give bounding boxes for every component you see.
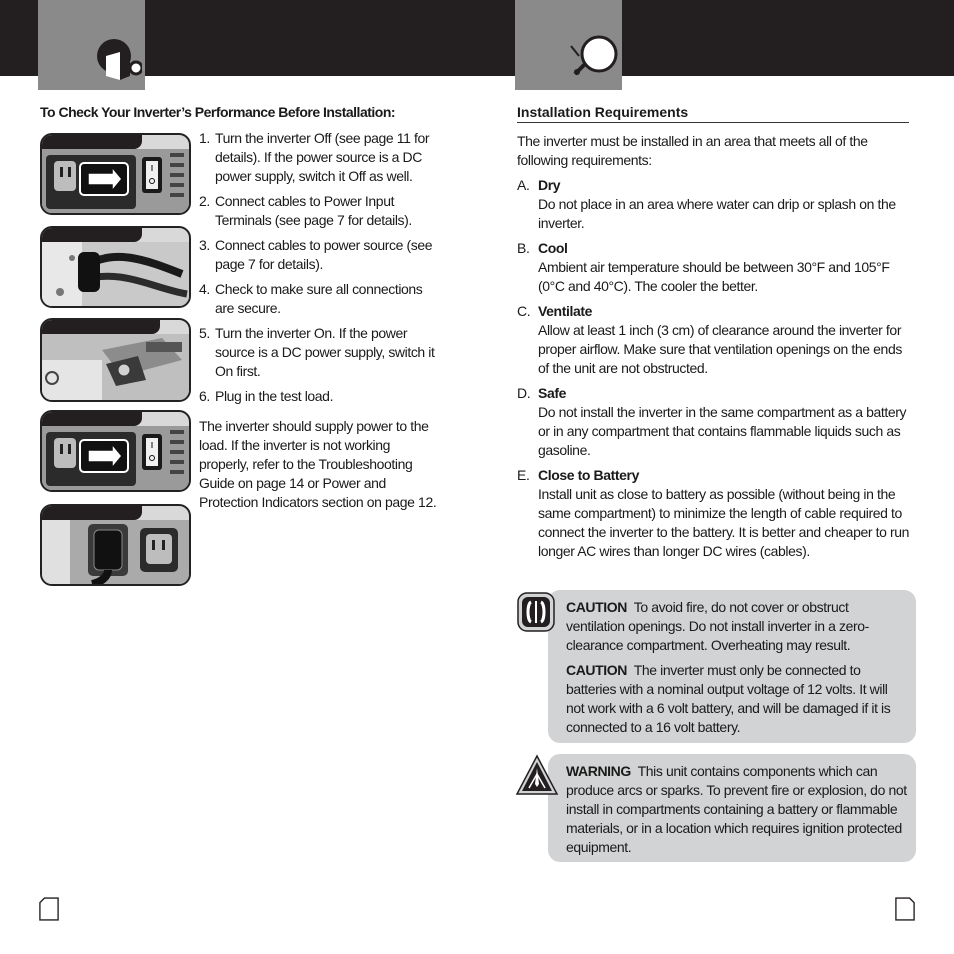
step-item: 4. Check to make sure all connections are secure. — [199, 281, 423, 316]
steps-list — [199, 129, 439, 512]
requirement-item: C. Ventilate Allow at least 1 inch (3 cm) of clearance around the inverter for proper airflow. Make sure that ventilation openings on the ends of the unit are not obstructed. — [517, 303, 902, 376]
right-section-tab — [515, 0, 622, 90]
installation-requirements-heading: Installation Requirements — [517, 104, 909, 123]
caution-item: CAUTION The inverter must only be connected to batteries with a nominal output voltage of 12 volts. It will not work with a 6 volt battery, and will be damaged if it is connected to a 16 volt battery. — [566, 662, 891, 735]
warning-text: WARNING This unit contains components which can produce arcs or sparks. To prevent fire or explosion, do not install in compartments containing a battery or flammable materials, or in a location which requires ignition protected equipment. — [566, 763, 907, 855]
caution-hand-icon — [517, 592, 555, 632]
caution-item: CAUTION To avoid fire, do not cover or obstruct ventilation openings. Do not install inverter in a zero-clearance compartment. Overheating may result. — [566, 599, 869, 653]
requirement-item: D. Safe Do not install the inverter in the same compartment as a battery or in any compartment that contains flammable liquids such as gasoline. — [517, 385, 907, 458]
battery-clamp-photo — [40, 318, 191, 402]
magnifier-icon — [565, 32, 619, 78]
speaker-book-icon — [96, 38, 142, 84]
requirements-section — [517, 132, 909, 561]
test-load-plug-photo — [40, 504, 191, 586]
warning-triangle-icon — [515, 754, 559, 796]
left-section-tab — [38, 0, 145, 90]
step-item: 5. Turn the inverter On. If the power source is a DC power supply, switch it On first. — [199, 325, 435, 379]
step-item: 3. Connect cables to power source (see page 7 for details). — [199, 237, 433, 272]
requirement-item: B. Cool Ambient air temperature should be between 30°F and 105°F (0°C and 40°C). The cooler the better. — [517, 240, 890, 294]
inverter-off-switch-photo — [40, 133, 191, 215]
warning-box — [548, 754, 916, 862]
left-heading: To Check Your Inverter’s Performance Before Installation: — [40, 104, 396, 120]
left-page-number-box — [39, 897, 59, 921]
step-item: 1. Turn the inverter Off (see page 11 for details). If the power source is a DC power supply, switch it Off as well. — [199, 130, 430, 184]
inverter-on-switch-photo — [40, 410, 191, 492]
step-item: 2. Connect cables to Power Input Terminals (see page 7 for details). — [199, 193, 412, 228]
requirements-intro: The inverter must be installed in an area that meets all of the following requirements: — [517, 133, 868, 168]
step-item: 6. Plug in the test load. — [199, 388, 334, 404]
requirement-item: E. Close to Battery Install unit as close to battery as possible (without being in the same compartment) to minimize the length of cable required to connect the inverter to the battery. It is better and cheaper to run longer AC wires than longer DC wires (cables). — [517, 467, 909, 559]
caution-box — [548, 590, 916, 743]
power-input-terminals-photo — [40, 226, 191, 308]
right-page-number-box — [895, 897, 915, 921]
requirement-item: A. Dry Do not place in an area where water can drip or splash on the inverter. — [517, 177, 896, 231]
test-note: The inverter should supply power to the load. If the inverter is not working properly, refer to the Troubleshooting Guide on page 14 or Power and Protection Indicators section on page 12. — [199, 418, 437, 510]
